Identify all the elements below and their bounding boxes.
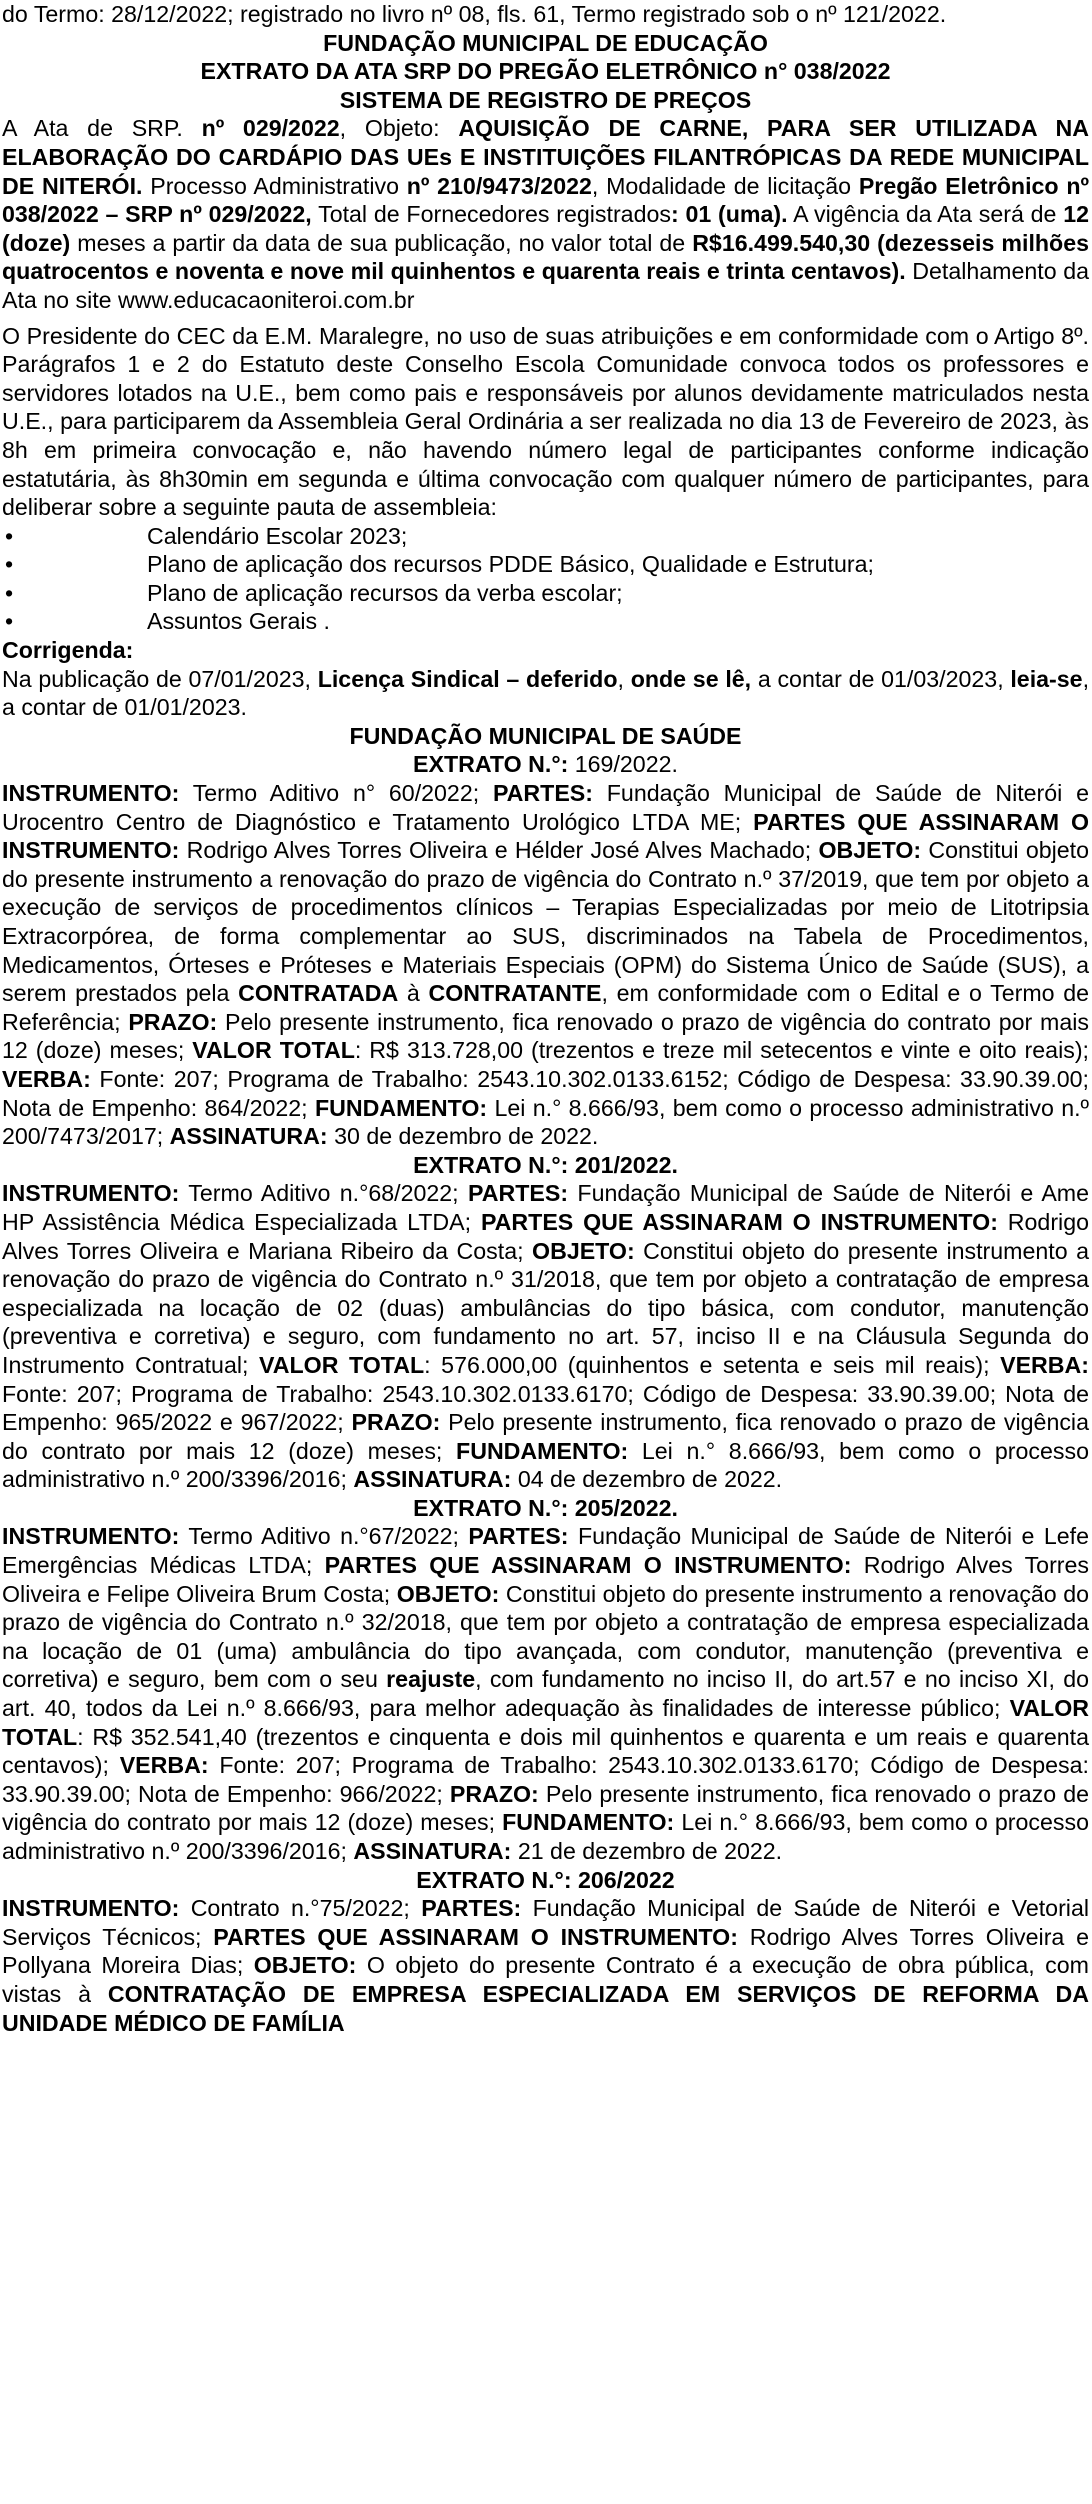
fms-title: FUNDAÇÃO MUNICIPAL DE SAÚDE <box>349 722 742 749</box>
extrato-169-paragraph: INSTRUMENTO: Termo Aditivo n° 60/2022; PARTES: Fundação Municipal de Saúde de Niterói e Urocentro Centro de Diagnóstico e Tratamento Urológico LTDA ME; PARTES QUE ASSINARAM O INSTRUMENTO: Rodrigo Alves Torres Oliveira e Hélder José Alves Machado; OBJETO: Constitui objeto do presente instrumento a renovação do prazo de vigência do Contrato n.º 37/2019, que tem por objeto a execução de serviços de procedimentos clínicos – Terapias Especializadas por meio de Litotripsia Extracorpórea, de forma complementar ao SUS, discriminados na Tabela de Procedimentos, Medicamentos, Órteses e Próteses e Materiais Especiais (OPM) do Sistema Único de Saúde (SUS), a serem prestados pela CONTRATADA à CONTRATANTE, em conformidade com o Edital e o Termo de Referência; PRAZO: Pelo presente instrumento, fica renovado o prazo de vigência do contrato por mais 12 (doze) meses; VALOR TOTAL: R$ 313.728,00 (trezentos e treze mil setecentos e vinte e oito reais); VERBA: Fonte: 207; Programa de Trabalho: 2543.10.302.0133.6152; Código de Despesa: 33.90.39.00; Nota de Empenho: 864/2022; FUNDAMENTO: Lei n.° 8.666/93, bem como o processo administrativo n.º 200/7473/2017; ASSINATURA: 30 de dezembro de 2022. <box>2 780 1090 1150</box>
corrigenda-paragraph: Na publicação de 07/01/2023, Licença Sindical – deferido, onde se lê, a contar de 01/03/2023, leia-se, a contar de 01/01/2023. <box>2 665 1090 721</box>
agenda-item: • Calendário Escolar 2023; <box>2 522 1089 551</box>
extrato-201-paragraph: INSTRUMENTO: Termo Aditivo n.°68/2022; PARTES: Fundação Municipal de Saúde de Niterói e Ame HP Assistência Médica Especializada LTDA; PARTES QUE ASSINARAM O INSTRUMENTO: Rodrigo Alves Torres Oliveira e Mariana Ribeiro da Costa; OBJETO: Constitui objeto do presente instrumento a renovação do prazo de vigência do Contrato n.º 31/2018, que tem por objeto a contratação de empresa especializada na locação de 02 (duas) ambulâncias do tipo básica, com condutor, manutenção (preventiva e corretiva) e seguro, com fundamento no art. 57, inciso II e na Cláusula Segunda do Instrumento Contratual; VALOR TOTAL: 576.000,00 (quinhentos e setenta e seis mil reais); VERBA: Fonte: 207; Programa de Trabalho: 2543.10.302.0133.6170; Código de Despesa: 33.90.39.00; Nota de Empenho: 965/2022 e 967/2022; PRAZO: Pelo presente instrumento, fica renovado o prazo de vigência do contrato por mais 12 (doze) meses; FUNDAMENTO: Lei n.° 8.666/93, bem como o processo administrativo n.º 200/3396/2016; ASSINATURA: 04 de dezembro de 2022. <box>2 1180 1089 1493</box>
corrigenda-heading: Corrigenda: <box>2 637 134 664</box>
agenda-item: • Plano de aplicação recursos da verba escolar; <box>2 579 1089 608</box>
extrato-201-heading: EXTRATO N.°: 201/2022. <box>413 1151 678 1178</box>
agenda-item: • Plano de aplicação dos recursos PDDE Básico, Qualidade e Estrutura; <box>2 550 1089 579</box>
cec-convocation-paragraph: O Presidente do CEC da E.M. Maralegre, no uso de suas atribuições e em conformidade com o Artigo 8º. Parágrafos 1 e 2 do Estatuto deste Conselho Escola Comunidade convoca todos os professores e servidores lotados na U.E., bem como pais e responsáveis por alunos devidamente matriculados nesta U.E., para participarem da Assembleia Geral Ordinária a ser realizada no dia 13 de Fevereiro de 2023, às 8h em primeira convocação e, não havendo número legal de participantes conforme indicação estatutária, às 8h30min em segunda e última convocação com qualquer número de participantes, para deliberar sobre a seguinte pauta de assembleia: <box>2 322 1089 521</box>
agenda-item: • Assuntos Gerais . <box>2 607 1089 636</box>
extrato-206-heading: EXTRATO N.°: 206/2022 <box>416 1866 675 1893</box>
extrato-205-paragraph: INSTRUMENTO: Termo Aditivo n.°67/2022; PARTES: Fundação Municipal de Saúde de Niterói e Lefe Emergências Médicas LTDA; PARTES QUE ASSINARAM O INSTRUMENTO: Rodrigo Alves Torres Oliveira e Felipe Oliveira Brum Costa; OBJETO: Constitui objeto do presente instrumento a renovação do prazo de vigência do Contrato n.º 32/2018, que tem por objeto a contratação de empresa especializada na locação de 01 (uma) ambulância do tipo avançada, com condutor, manutenção (preventiva e corretiva) e seguro, bem com o seu reajuste, com fundamento no inciso II, do art.57 e no inciso XI, do art. 40, todos da Lei n.º 8.666/93, para melhor adequação às finalidades de interesse público; VALOR TOTAL: R$ 352.541,40 (trezentos e cinquenta e dois mil quinhentos e quarenta e um reais e quarenta centavos); VERBA: Fonte: 207; Programa de Trabalho: 2543.10.302.0133.6170; Código de Despesa: 33.90.39.00; Nota de Empenho: 966/2022; PRAZO: Pelo presente instrumento, fica renovado o prazo de vigência do contrato por mais 12 (doze) meses; FUNDAMENTO: Lei n.° 8.666/93, bem como o processo administrativo n.º 200/3396/2016; ASSINATURA: 21 de dezembro de 2022. <box>2 1523 1090 1864</box>
assembly-agenda-list <box>2 522 1089 636</box>
ata-srp-paragraph: A Ata de SRP. nº 029/2022, Objeto: AQUISIÇÃO DE CARNE, PARA SER UTILIZADA NA ELABORAÇÃO DO CARDÁPIO DAS UEs E INSTITUIÇÕES FILANTRÓPICAS DA REDE MUNICIPAL DE NITERÓI. Processo Administrativo nº 210/9473/2022, Modalidade de licitação Pregão Eletrônico nº 038/2022 – SRP nº 029/2022, Total de Fornecedores registrados: 01 (uma). A vigência da Ata será de 12 (doze) meses a partir da data de sua publicação, no valor total de R$16.499.540,30 (dezesseis milhões quatrocentos e noventa e nove mil quinhentos e quarenta reais e trinta centavos). Detalhamento da Ata no site www.educacaoniteroi.com.br <box>2 115 1090 313</box>
srp-subtitle: SISTEMA DE REGISTRO DE PREÇOS <box>339 86 752 113</box>
ata-srp-subtitle: EXTRATO DA ATA SRP DO PREGÃO ELETRÔNICO n° 038/2022 <box>200 58 891 85</box>
previous-act-continuation: do Termo: 28/12/2022; registrado no livro nº 08, fls. 61, Termo registrado sob o nº 121/2022. <box>2 1 947 27</box>
extrato-206-paragraph: INSTRUMENTO: Contrato n.°75/2022; PARTES: Fundação Municipal de Saúde de Niterói e Vetorial Serviços Técnicos; PARTES QUE ASSINARAM O INSTRUMENTO: Rodrigo Alves Torres Oliveira e Pollyana Moreira Dias; OBJETO: O objeto do presente Contrato é a execução de obra pública, com vistas à CONTRATAÇÃO DE EMPRESA ESPECIALIZADA EM SERVIÇOS DE REFORMA DA UNIDADE MÉDICO DE FAMÍLIA <box>2 1895 1089 2036</box>
fme-title: FUNDAÇÃO MUNICIPAL DE EDUCAÇÃO <box>323 29 768 56</box>
extrato-205-heading: EXTRATO N.°: 205/2022. <box>413 1494 678 1521</box>
extrato-169-heading: EXTRATO N.°: 169/2022. <box>413 751 678 778</box>
